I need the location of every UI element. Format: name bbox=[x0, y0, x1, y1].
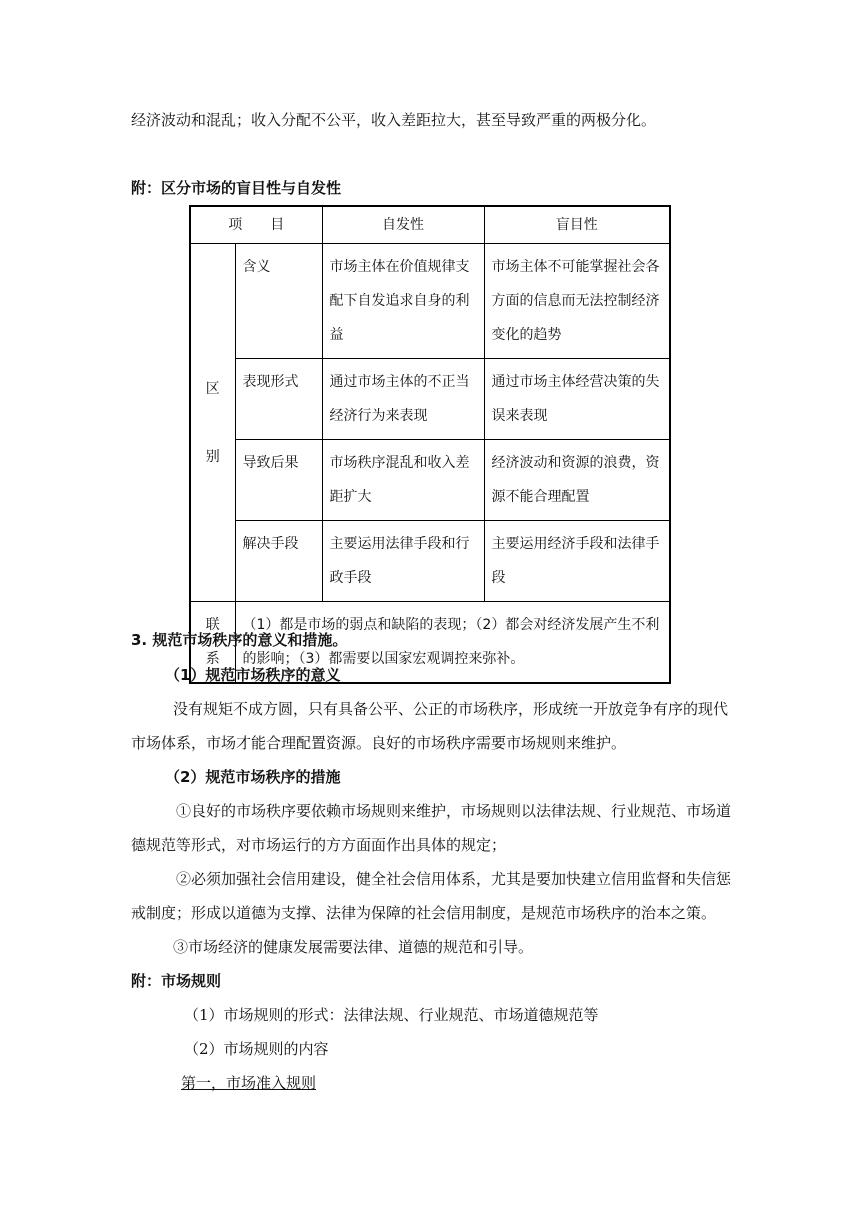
lianxi-label-char: 联 bbox=[205, 617, 220, 633]
side-label-char: 别 bbox=[205, 448, 220, 465]
header-mangmu: 盲目性 bbox=[484, 206, 670, 244]
intro-line: 经济波动和混乱；收入分配不公平，收入差距拉大，甚至导致严重的两极分化。 bbox=[131, 111, 657, 129]
measure1-line1: ①良好的市场秩序要依赖市场规则来维护，市场规则以法律法规、行业规范、市场道 bbox=[176, 802, 732, 820]
row-mangmu: 市场主体不可能掌握社会各方面的信息而无法控制经济变化的趋势 bbox=[484, 244, 670, 359]
side-label-char: 区 bbox=[205, 380, 220, 397]
appendix1-title: 附：区分市场的盲目性与自发性 bbox=[131, 179, 342, 197]
row-zifa: 市场主体在价值规律支配下自发追求自身的利益 bbox=[322, 244, 484, 359]
row-item: 解决手段 bbox=[235, 521, 322, 602]
table-row bbox=[190, 521, 670, 602]
measure1-line2: 德规范等形式，对市场运行的方方面面作出具体的规定； bbox=[131, 836, 507, 854]
table-row bbox=[190, 359, 670, 440]
section3-sub1-title: （1）规范市场秩序的意义 bbox=[165, 666, 341, 684]
section3-sub1-p2: 市场体系，市场才能合理配置资源。良好的市场秩序需要市场规则来维护。 bbox=[131, 734, 627, 752]
row-mangmu: 通过市场主体经营决策的失误来表现 bbox=[484, 359, 670, 440]
row-zifa: 市场秩序混乱和收入差距扩大 bbox=[322, 440, 484, 521]
lianxi-text: （1）都是市场的弱点和缺陷的表现；（2）都会对经济发展产生不利的影响；（3）都需要以国家宏观调控来弥补。 bbox=[235, 602, 670, 684]
measure2-line2: 戒制度；形成以道德为支撑、法律为保障的社会信用制度，是规范市场秩序的治本之策。 bbox=[131, 904, 717, 922]
comparison-table bbox=[189, 205, 671, 684]
appendix2-p2: （2）市场规则的内容 bbox=[184, 1040, 329, 1058]
row-mangmu: 经济波动和资源的浪费，资源不能合理配置 bbox=[484, 440, 670, 521]
section3-title: 3. 规范市场秩序的意义和措施。 bbox=[131, 631, 348, 649]
lianxi-label-char: 系 bbox=[205, 651, 220, 667]
section3-sub1-p1: 没有规矩不成方圆，只有具备公平、公正的市场秩序，形成统一开放竞争有序的现代 bbox=[173, 700, 729, 718]
header-item: 项 目 bbox=[190, 206, 322, 244]
appendix2-p1: （1）市场规则的形式：法律法规、行业规范、市场道德规范等 bbox=[184, 1006, 599, 1024]
table-header-row bbox=[190, 206, 670, 244]
measure2-line1: ②必须加强社会信用建设，健全社会信用体系，尤其是要加快建立信用监督和失信惩 bbox=[176, 870, 732, 888]
row-mangmu: 主要运用经济手段和法律手段 bbox=[484, 521, 670, 602]
table-row bbox=[190, 440, 670, 521]
appendix2-title: 附：市场规则 bbox=[131, 972, 222, 990]
appendix2-p3: 第一，市场准入规则 bbox=[181, 1074, 317, 1092]
measure3: ③市场经济的健康发展需要法律、道德的规范和引导。 bbox=[173, 938, 534, 956]
row-item: 导致后果 bbox=[235, 440, 322, 521]
section3-sub2-title: （2）规范市场秩序的措施 bbox=[165, 768, 341, 786]
table-row bbox=[190, 244, 670, 359]
row-zifa: 通过市场主体的不正当经济行为来表现 bbox=[322, 359, 484, 440]
header-zifa: 自发性 bbox=[322, 206, 484, 244]
row-item: 表现形式 bbox=[235, 359, 322, 440]
side-label-qubie bbox=[190, 244, 235, 602]
row-zifa: 主要运用法律手段和行政手段 bbox=[322, 521, 484, 602]
row-item: 含义 bbox=[235, 244, 322, 359]
